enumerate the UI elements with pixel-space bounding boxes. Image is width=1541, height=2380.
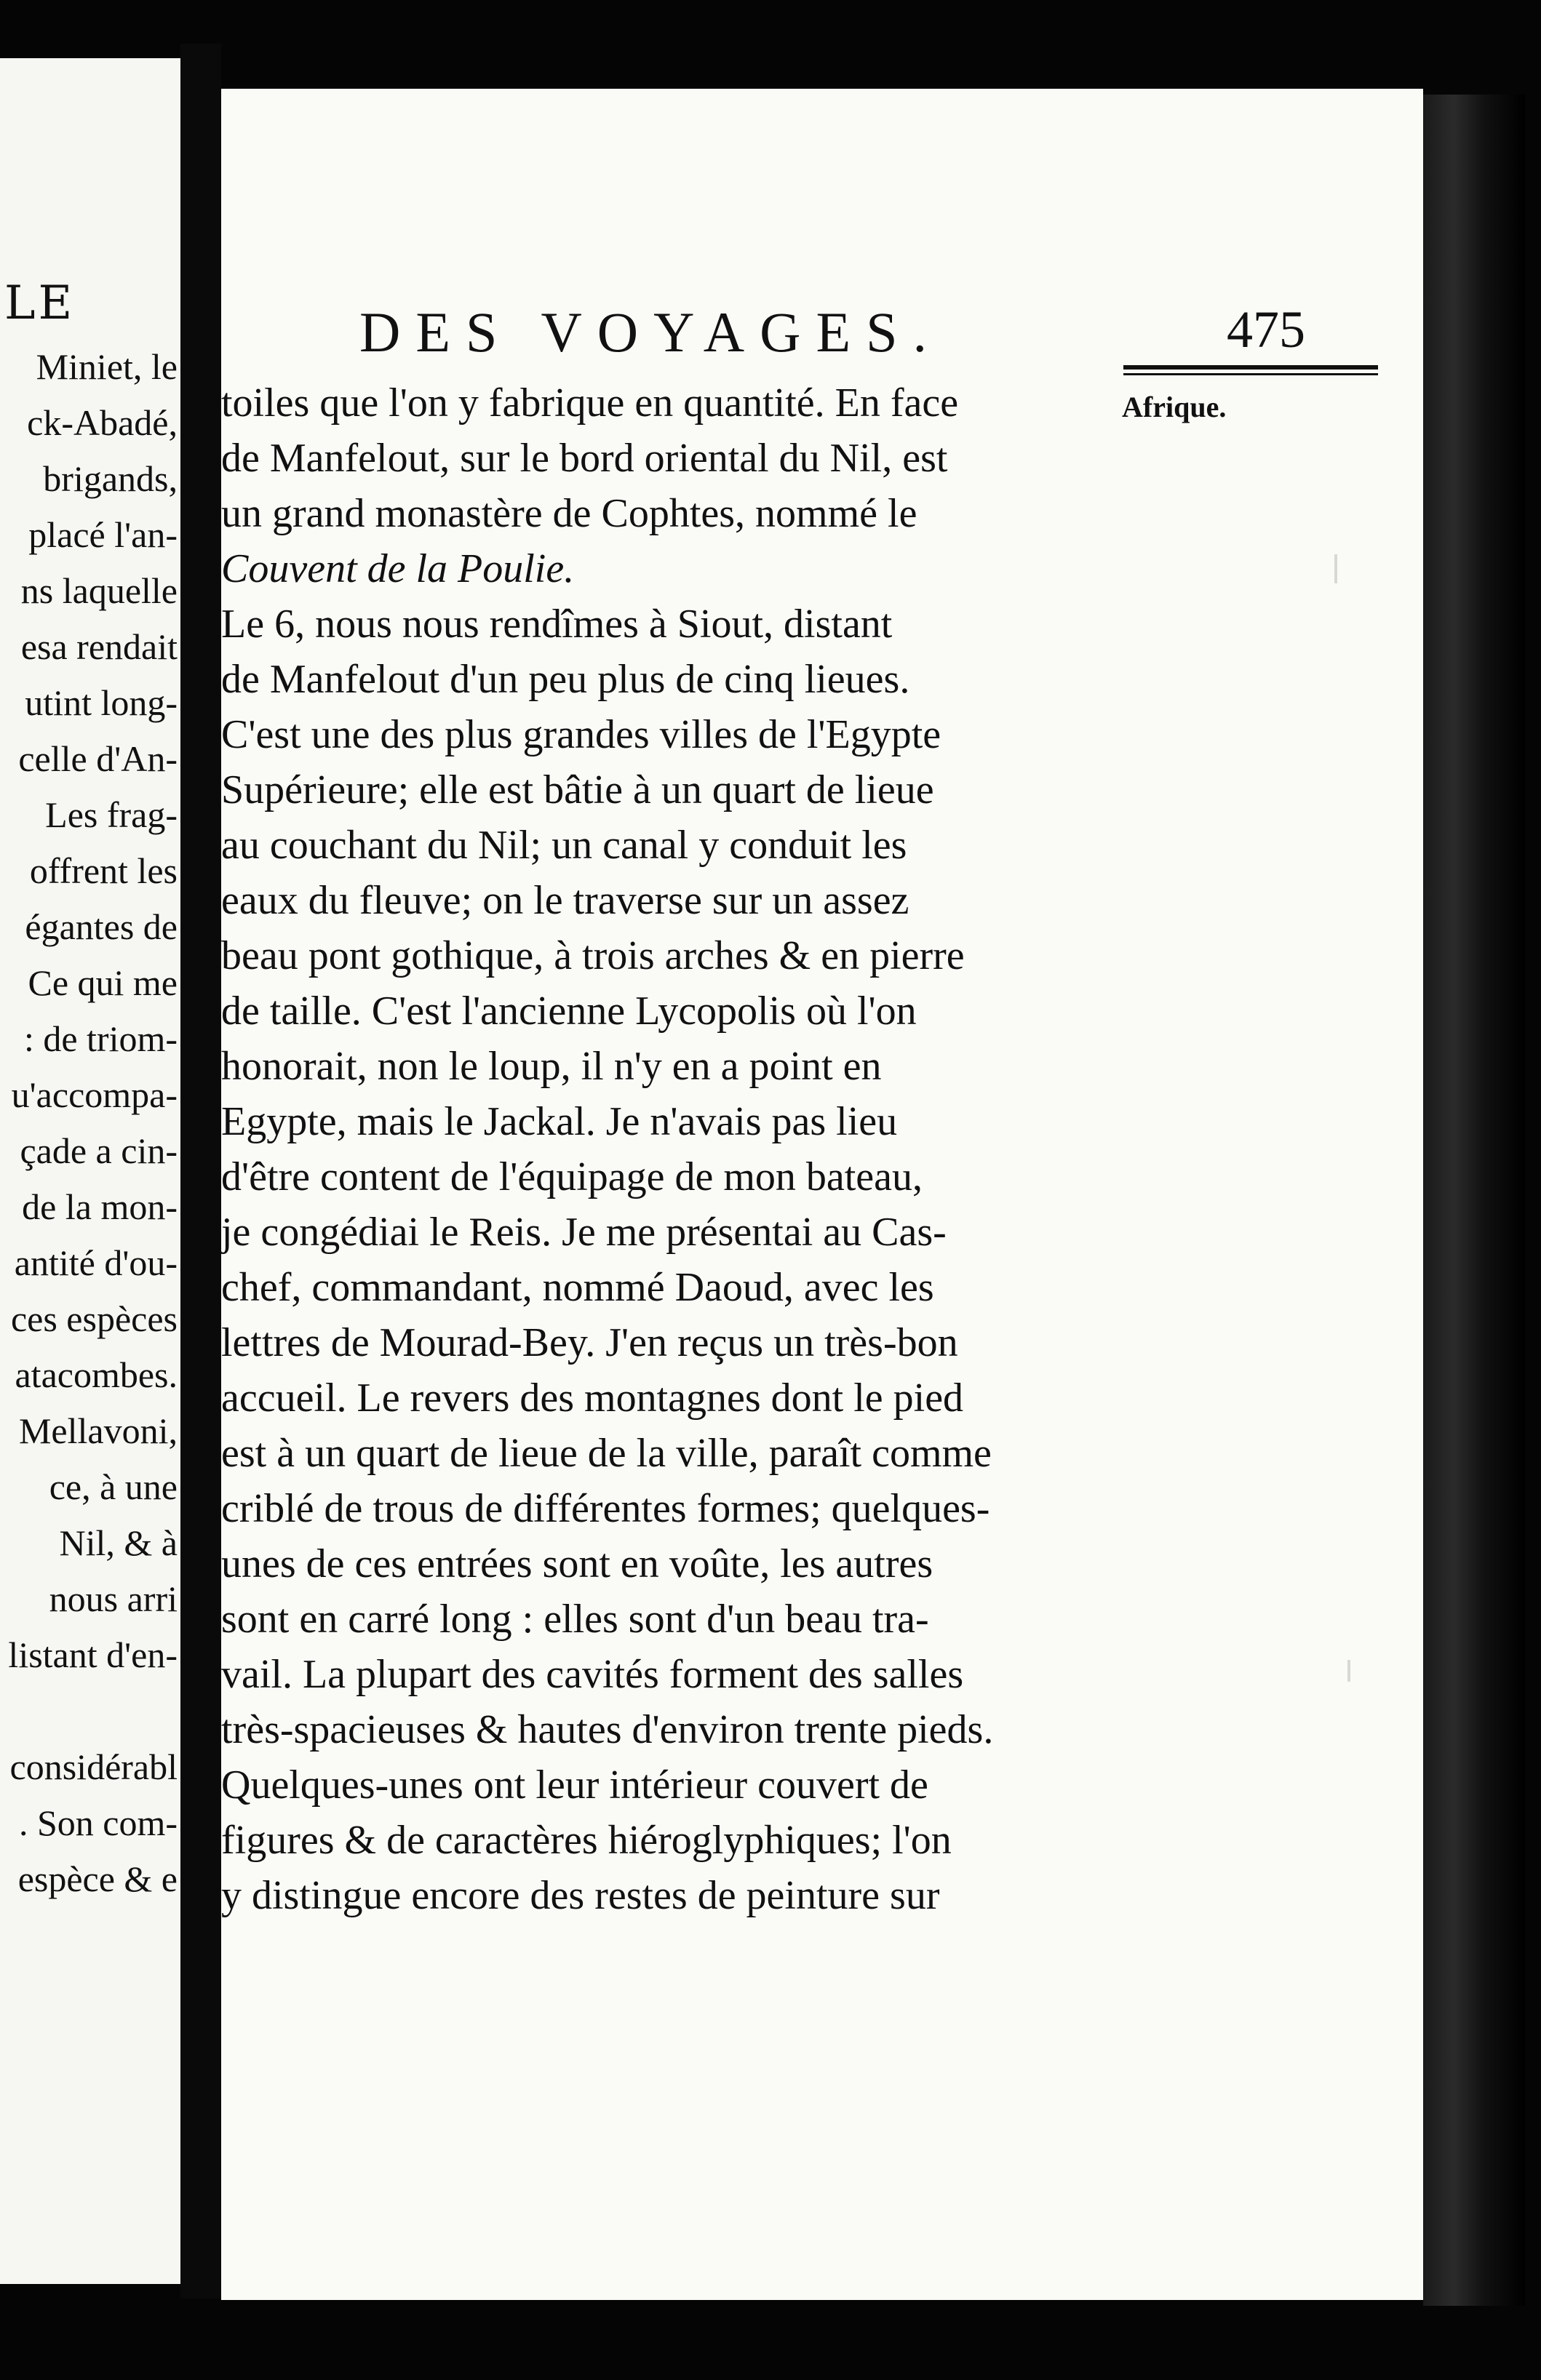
running-head-title: DES VOYAGES. (359, 300, 942, 364)
text-line: Quelques-unes ont leur intérieur couvert de (221, 1762, 928, 1808)
margin-note: Afrique. (1122, 391, 1227, 423)
book-page (221, 89, 1423, 2300)
facing-page-line: utint long- (25, 682, 178, 723)
text-line: de taille. C'est l'ancienne Lycopolis où l'on (221, 989, 917, 1034)
text-line: d'être content de l'équipage de mon bateau, (221, 1154, 923, 1199)
facing-page-line: offrent les (29, 850, 178, 891)
facing-page-line: Ce qui me (28, 962, 178, 1003)
text-line: au couchant du Nil; un canal y conduit les (221, 823, 907, 868)
text-line: Egypte, mais le Jackal. Je n'avais pas lieu (221, 1099, 898, 1144)
text-line: Supérieure; elle est bâtie à un quart de lieue (221, 767, 934, 812)
text-line: unes de ces entrées sont en voûte, les autres (221, 1541, 933, 1586)
facing-page-line: ces espèces (10, 1298, 178, 1339)
binding-gutter (180, 44, 221, 2299)
facing-page-line: listant d'en- (8, 1634, 178, 1675)
facing-page-line: . Son com- (18, 1802, 178, 1843)
facing-page-line: esa rendait (20, 626, 178, 667)
text-line: un grand monastère de Cophtes, nommé le (221, 491, 917, 536)
facing-page-line: espèce & e (17, 1858, 178, 1899)
text-line: vail. La plupart des cavités forment des salles (221, 1652, 964, 1697)
facing-page-line: antité d'ou- (14, 1242, 178, 1283)
facing-page-line: ck-Abadé, (27, 402, 178, 443)
text-line: figures & de caractères hiéroglyphiques; l'on (221, 1818, 952, 1863)
facing-page-line: ce, à une (49, 1466, 178, 1507)
paper-speck (1347, 1660, 1350, 1682)
text-line: très-spacieuses & hautes d'environ trente pieds. (221, 1707, 994, 1752)
text-line: beau pont gothique, à trois arches & en pierre (221, 933, 965, 978)
text-line: toiles que l'on y fabrique en quantité. En face (221, 380, 959, 426)
text-line: Le 6, nous nous rendîmes à Siout, distant (221, 602, 893, 647)
facing-page-line: nous arri (49, 1578, 178, 1619)
facing-page-heading: LE (4, 276, 76, 330)
facing-page-line: Mellavoni, (18, 1410, 178, 1451)
text-line: de Manfelout, sur le bord oriental du Nil, est (221, 436, 948, 481)
text-line: lettres de Mourad-Bey. J'en reçus un très-bon (221, 1320, 958, 1365)
text-line: chef, commandant, nommé Daoud, avec les (221, 1265, 934, 1310)
facing-page-line: atacombes. (15, 1354, 178, 1395)
running-head (359, 300, 1305, 365)
facing-page-line: Nil, & à (59, 1522, 178, 1563)
facing-page-line: : de triom- (23, 1018, 178, 1059)
section-rule (1123, 365, 1378, 375)
text-line: criblé de trous de différentes formes; quelques- (221, 1486, 990, 1531)
facing-page-line: considérabl (9, 1746, 178, 1787)
text-line: je congédiai le Reis. Je me présentai au Cas- (221, 1210, 947, 1255)
facing-page-line: u'accompa- (11, 1074, 178, 1115)
text-line: honorait, non le loup, il n'y en a point en (221, 1044, 882, 1089)
text-line: sont en carré long : elles sont d'un beau tra- (221, 1597, 929, 1642)
facing-page-line: Les frag- (45, 794, 178, 835)
text-line: accueil. Le revers des montagnes dont le pied (221, 1375, 964, 1421)
text-line: Couvent de la Poulie. (221, 546, 575, 591)
facing-page-line: égantes de (25, 906, 178, 947)
facing-page-line: brigands, (43, 458, 178, 499)
facing-page-line: çade a cin- (20, 1130, 178, 1171)
body-text (221, 375, 1088, 1923)
text-line: eaux du fleuve; on le traverse sur un assez (221, 878, 909, 923)
text-line: C'est une des plus grandes villes de l'Egypte (221, 712, 941, 757)
facing-page-line: ns laquelle (20, 570, 178, 611)
facing-page-line: placé l'an- (28, 514, 178, 555)
text-line: de Manfelout d'un peu plus de cinq lieues. (221, 657, 910, 702)
facing-page-line: celle d'An- (18, 738, 178, 779)
facing-page-line: Miniet, le (36, 346, 178, 387)
text-line: y distingue encore des restes de peinture sur (221, 1873, 940, 1918)
page-number: 475 (1227, 300, 1305, 359)
page-edge-shadow (1423, 95, 1525, 2306)
paper-speck (1334, 554, 1337, 583)
facing-page-line: de la mon- (22, 1186, 178, 1227)
text-line: est à un quart de lieue de la ville, paraît comme (221, 1431, 992, 1476)
facing-page-fragment (0, 58, 180, 2284)
